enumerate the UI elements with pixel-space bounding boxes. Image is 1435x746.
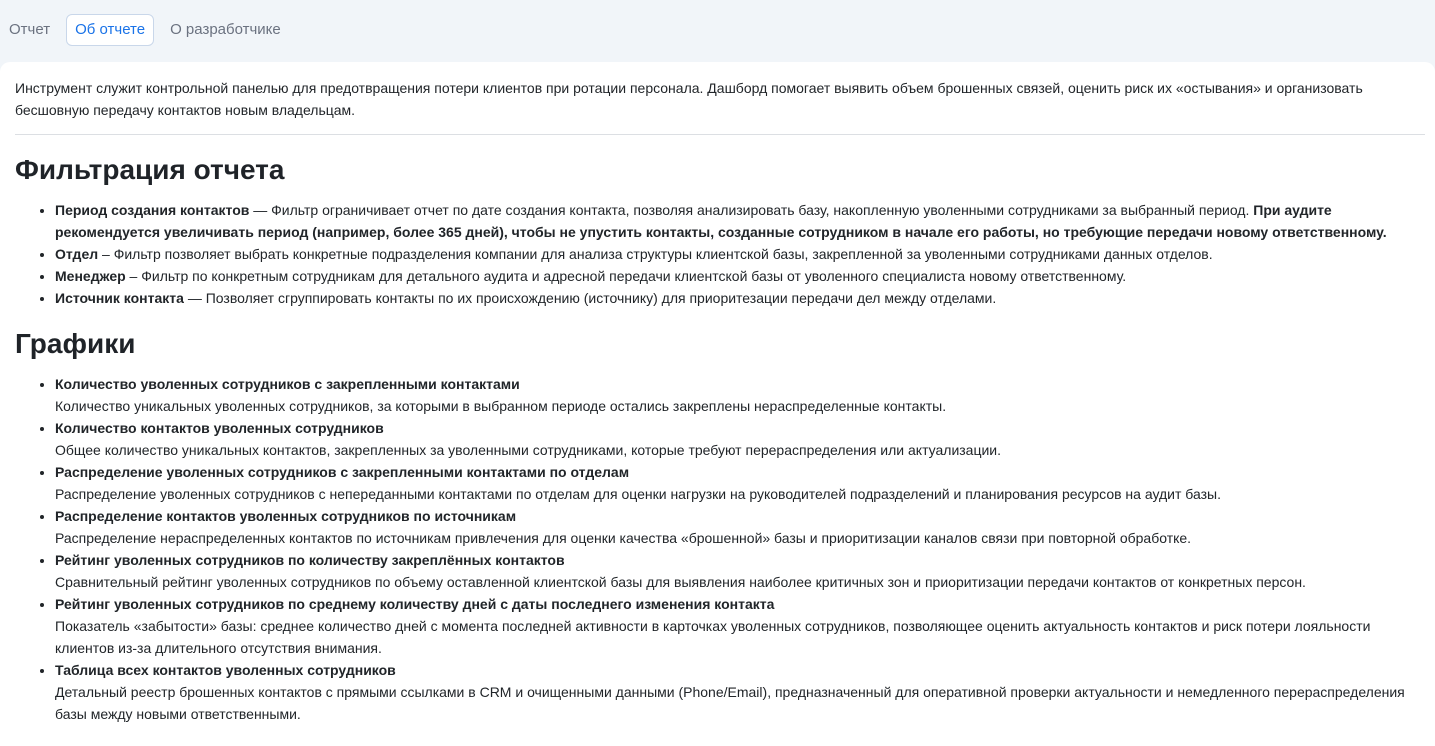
item-text: Фильтр по конкретным сотрудникам для детального аудита и адресной передачи клиентской базы от уволенного специалиста новому ответственному. [141,268,1127,284]
filters-heading: Фильтрация отчета [15,154,285,185]
item-bold-note: При аудите рекомендуется увеличивать период (например, более 365 дней), чтобы не упустить контакты, созданные сотрудником в начале его работы, но требующие передачи новому ответственному. [55,202,1387,240]
item-description: Общее количество уникальных контактов, закрепленных за уволенными сотрудниками, которые требуют перераспределения или актуализации. [55,442,1002,458]
intro-text: Инструмент служит контрольной панелью для предотвращения потери клиентов при ротации персонала. Дашборд помогает выявить объем брошенных связей, оценить риск их «остывания» и организовать бесшовную передачу контактов новым владельцам. [15,80,1363,118]
separator: – [98,246,114,262]
list-item [55,549,1425,593]
item-description: Количество уникальных уволенных сотрудников, за которыми в выбранном периоде остались закреплены нераспределенные контакты. [55,398,947,414]
separator: – [125,268,142,284]
list-item [55,659,1425,725]
item-title: • Распределение уволенных сотрудников с закрепленными контактами по отделам [55,464,630,480]
item-title: • Таблица всех контактов уволенных сотрудников [55,662,396,678]
item-description: Показатель «забытости» базы: среднее количество дней с момента последней активности в карточках уволенных сотрудников, позволяющее оценить актуальность контактов и риск потери лояльности клиентов из-за длительного отсутствия внимания. [55,618,1371,656]
item-text: Фильтр позволяет выбрать конкретные подразделения компании для анализа структуры клиентской базы, закрепленной за уволенными сотрудниками данных отделов. [113,246,1213,262]
list-item [55,287,1425,309]
item-title: • Рейтинг уволенных сотрудников по количеству закреплённых контактов [55,552,565,568]
item-title: Отдел [55,246,99,262]
content-panel [0,62,1435,746]
item-title: • Рейтинг уволенных сотрудников по среднему количеству дней с даты последнего изменения контакта [55,596,775,612]
item-title: • Количество контактов уволенных сотрудников [55,420,384,436]
item-description: Сравнительный рейтинг уволенных сотрудников по объему оставленной клиентской базы для выявления наиболее критичных зон и приоритизации передачи контактов от конкретных персон. [55,574,1306,590]
list-item [55,461,1425,505]
charts-list [15,373,1425,725]
list-item [55,505,1425,549]
separator: — [183,290,206,306]
item-title: • Распределение контактов уволенных сотрудников по источникам [55,508,517,524]
filters-list [15,199,1425,309]
tab-about-developer[interactable]: О разработчике [170,21,281,38]
list-item [55,593,1425,659]
item-description: Распределение уволенных сотрудников с непереданными контактами по отделам для оценки нагрузки на руководителей подразделений и планирования ресурсов на аудит базы. [55,486,1221,502]
item-title: • Количество уволенных сотрудников с закрепленными контактами [55,376,520,392]
list-item [55,199,1425,243]
list-item [55,243,1425,265]
item-description: Детальный реестр брошенных контактов с прямыми ссылками в CRM и очищенными данными (Phone/Email), предназначенный для оперативной проверки актуальности и немедленного перераспределения базы между новыми ответственными. [55,684,1405,722]
item-text: Позволяет сгруппировать контакты по их происхождению (источнику) для приоритезации передачи дел между отделами. [205,290,997,306]
item-text: Фильтр ограничивает отчет по дате создания контакта, позволяя анализировать базу, накопленную уволенными сотрудниками за выбранный период. [271,202,1254,218]
list-item [55,417,1425,461]
tab-about-report[interactable]: Об отчете [66,14,154,46]
item-description: Распределение нераспределенных контактов по источникам привлечения для оценки качества «брошенной» базы и приоритизации каналов связи при повторной обработке. [55,530,1192,546]
separator: — [249,202,272,218]
divider [15,134,1425,135]
tab-report[interactable]: Отчет [9,21,51,38]
tab-bar [0,0,1435,60]
list-item [55,373,1425,417]
list-item [55,265,1425,287]
item-title: Источник контакта [55,290,184,306]
item-title: Период создания контактов [55,202,250,218]
charts-heading: Графики [15,328,136,359]
item-title: Менеджер [55,268,126,284]
